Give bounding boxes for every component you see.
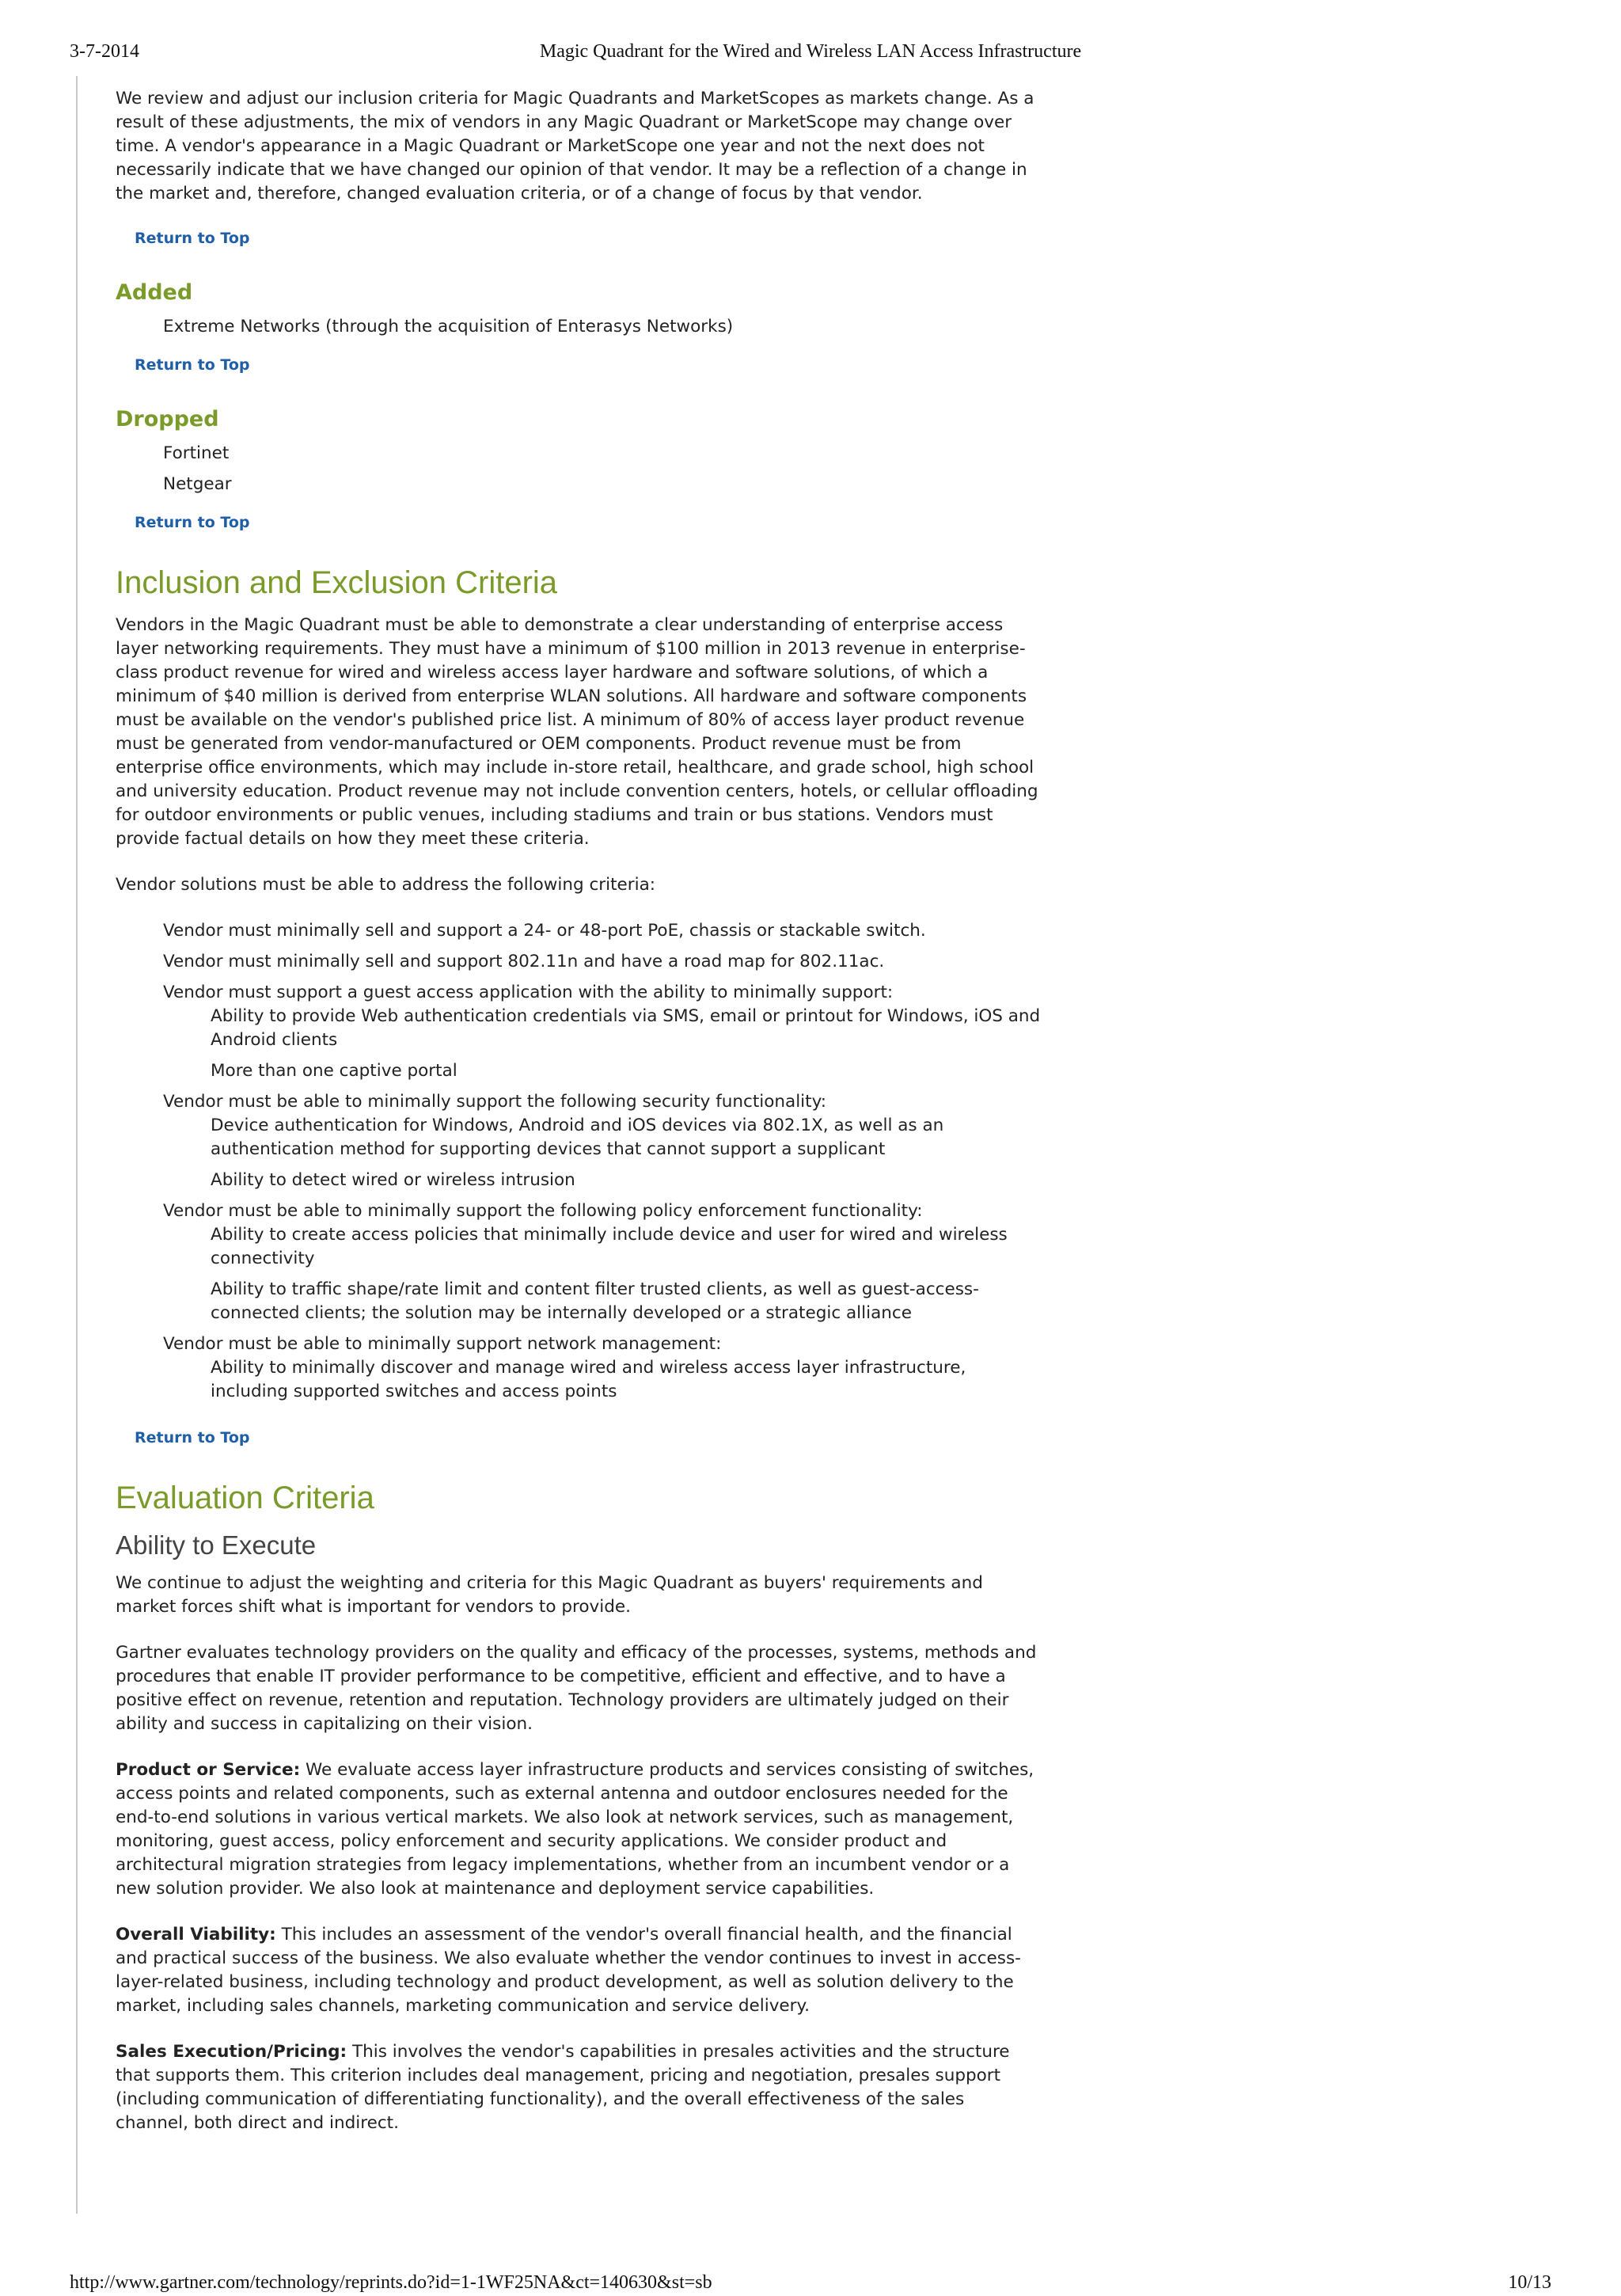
- product-or-service-paragraph: [116, 1758, 1042, 1901]
- criteria-item: [163, 950, 1042, 974]
- criteria-item: [163, 919, 1042, 943]
- product-or-service-label: Product or Service:: [116, 1760, 301, 1780]
- product-or-service-text: We evaluate access layer infrastructure products and services consisting of switches, access points and related components, such as external antenna and outdoor enclosures needed for the end-to-end solutions in various vertical markets. We also look at network services, such as management, monitoring, guest access, policy enforcement and security applications. We consider product and architectural migration strategies from legacy implementations, whether from an incumbent vendor or a new solution provider. We also look at maintenance and deployment service capabilities.: [116, 1760, 1034, 1899]
- criteria-item: [163, 1199, 1042, 1325]
- inclusion-paragraph: Vendors in the Magic Quadrant must be able to demonstrate a clear understanding of enterprise access layer networking requirements. They must have a minimum of $100 million in 2013 revenue in enterprise-class product revenue for wired and wireless access layer hardware and software solutions, of which a minimum of $40 million is derived from enterprise WLAN solutions. All hardware and software components must be available on the vendor's published price list. A minimum of 80% of access layer product revenue must be generated from vendor-manufactured or OEM components. Product revenue must be from enterprise office environments, which may include in-store retail, healthcare, and grade school, high school and university education. Product revenue may not include convention centers, hotels, or cellular offloading for outdoor environments or public venues, including stadiums and train or bus stations. Vendors must provide factual details on how they meet these criteria.: [116, 615, 1038, 849]
- overall-viability-text: This includes an assessment of the vendor's overall financial health, and the financial and practical success of the business. We also evaluate whether the vendor continues to invest in access-layer-related business, including technology and product development, as well as solution delivery to the market, including sales channels, marketing communication and service delivery.: [116, 1925, 1021, 2016]
- return-to-top-link[interactable]: Return to Top: [135, 356, 250, 374]
- criteria-sublist: [163, 1223, 1042, 1325]
- return-to-top-link[interactable]: Return to Top: [135, 514, 250, 531]
- print-title: Magic Quadrant for the Wired and Wireless LAN Access Infrastructure: [539, 41, 1082, 62]
- criteria-list: [116, 919, 1042, 1404]
- criteria-sublist: [163, 1114, 1042, 1192]
- print-date: 3-7-2014: [70, 41, 139, 62]
- inclusion-heading: Inclusion and Exclusion Criteria: [116, 565, 558, 600]
- dropped-item: Netgear: [163, 474, 232, 494]
- criteria-subitem: Ability to traffic shape/rate limit and content filter trusted clients, as well as guest-access-connected clients; the solution may be internally developed or a strategic alliance: [211, 1279, 979, 1323]
- added-heading: Added: [116, 280, 193, 305]
- return-to-top-link[interactable]: Return to Top: [135, 1429, 250, 1446]
- dropped-list: [116, 442, 1042, 496]
- criteria-subitem: More than one captive portal: [211, 1061, 457, 1081]
- criteria-text: Vendor must minimally sell and support 802.11n and have a road map for 802.11ac.: [163, 952, 885, 971]
- overall-viability-label: Overall Viability:: [116, 1925, 276, 1944]
- overall-viability-paragraph: [116, 1923, 1042, 2018]
- criteria-subitem: Ability to detect wired or wireless intrusion: [211, 1170, 575, 1190]
- criteria-subitem: Ability to create access policies that minimally include device and user for wired and wireless connectivity: [211, 1225, 1008, 1268]
- dropped-item: Fortinet: [163, 443, 230, 463]
- criteria-text: Vendor must be able to minimally support network management:: [163, 1334, 722, 1354]
- ability-to-execute-heading: Ability to Execute: [116, 1530, 317, 1560]
- criteria-sublist: [163, 1005, 1042, 1083]
- article-content: [116, 87, 1042, 2135]
- content-left-rule: [76, 76, 78, 2214]
- criteria-subitem: Ability to provide Web authentication credentials via SMS, email or printout for Windows, iOS and Android clients: [211, 1006, 1041, 1050]
- criteria-text: Vendor must be able to minimally support the following security functionality:: [163, 1092, 826, 1112]
- criteria-text: Vendor must minimally sell and support a 24- or 48-port PoE, chassis or stackable switch.: [163, 921, 926, 941]
- criteria-item: [163, 1332, 1042, 1404]
- added-item: Extreme Networks (through the acquisition of Enterasys Networks): [163, 317, 734, 336]
- return-to-top-link[interactable]: Return to Top: [135, 230, 250, 247]
- criteria-intro: Vendor solutions must be able to address the following criteria:: [116, 875, 655, 895]
- sales-execution-label: Sales Execution/Pricing:: [116, 2042, 347, 2062]
- added-list: [116, 315, 1042, 339]
- evaluation-paragraph: Gartner evaluates technology providers on the quality and efficacy of the processes, systems, methods and procedures that enable IT provider performance to be competitive, efficient and effective, and to have a positive effect on revenue, retention and reputation. Technology providers are ultimately judged on their ability and success in capitalizing on their vision.: [116, 1643, 1037, 1734]
- criteria-item: [163, 981, 1042, 1083]
- criteria-text: Vendor must support a guest access application with the ability to minimally support:: [163, 983, 894, 1002]
- evaluation-paragraph: We continue to adjust the weighting and criteria for this Magic Quadrant as buyers' requirements and market forces shift what is important for vendors to provide.: [116, 1573, 983, 1617]
- print-url: http://www.gartner.com/technology/reprints.do?id=1-1WF25NA&ct=140630&st=sb: [70, 2272, 712, 2293]
- criteria-item: [163, 1090, 1042, 1192]
- evaluation-heading: Evaluation Criteria: [116, 1481, 374, 1515]
- sales-execution-paragraph: [116, 2040, 1042, 2135]
- criteria-sublist: [163, 1356, 1042, 1404]
- sales-execution-text: This involves the vendor's capabilities in presales activities and the structure that supports them. This criterion includes deal management, pricing and negotiation, presales support (including communication of differentiating functionality), and the overall effectiveness of the sales channel, both direct and indirect.: [116, 2042, 1010, 2133]
- criteria-subitem: Ability to minimally discover and manage wired and wireless access layer infrastructure, including supported switches and access points: [211, 1358, 966, 1401]
- intro-paragraph: We review and adjust our inclusion criteria for Magic Quadrants and MarketScopes as markets change. As a result of these adjustments, the mix of vendors in any Magic Quadrant or MarketScope may change over time. A vendor's appearance in a Magic Quadrant or MarketScope one year and not the next does not necessarily indicate that we have changed our opinion of that vendor. It may be a reflection of a change in the market and, therefore, changed evaluation criteria, or of a change of focus by that vendor.: [116, 89, 1034, 203]
- criteria-subitem: Device authentication for Windows, Android and iOS devices via 802.1X, as well as an authentication method for supporting devices that cannot support a supplicant: [211, 1116, 944, 1159]
- print-header: [0, 41, 1621, 70]
- dropped-heading: Dropped: [116, 407, 219, 431]
- print-page-number: 10/13: [1508, 2272, 1551, 2293]
- print-footer: [0, 2272, 1621, 2296]
- criteria-text: Vendor must be able to minimally support the following policy enforcement functionality:: [163, 1201, 923, 1221]
